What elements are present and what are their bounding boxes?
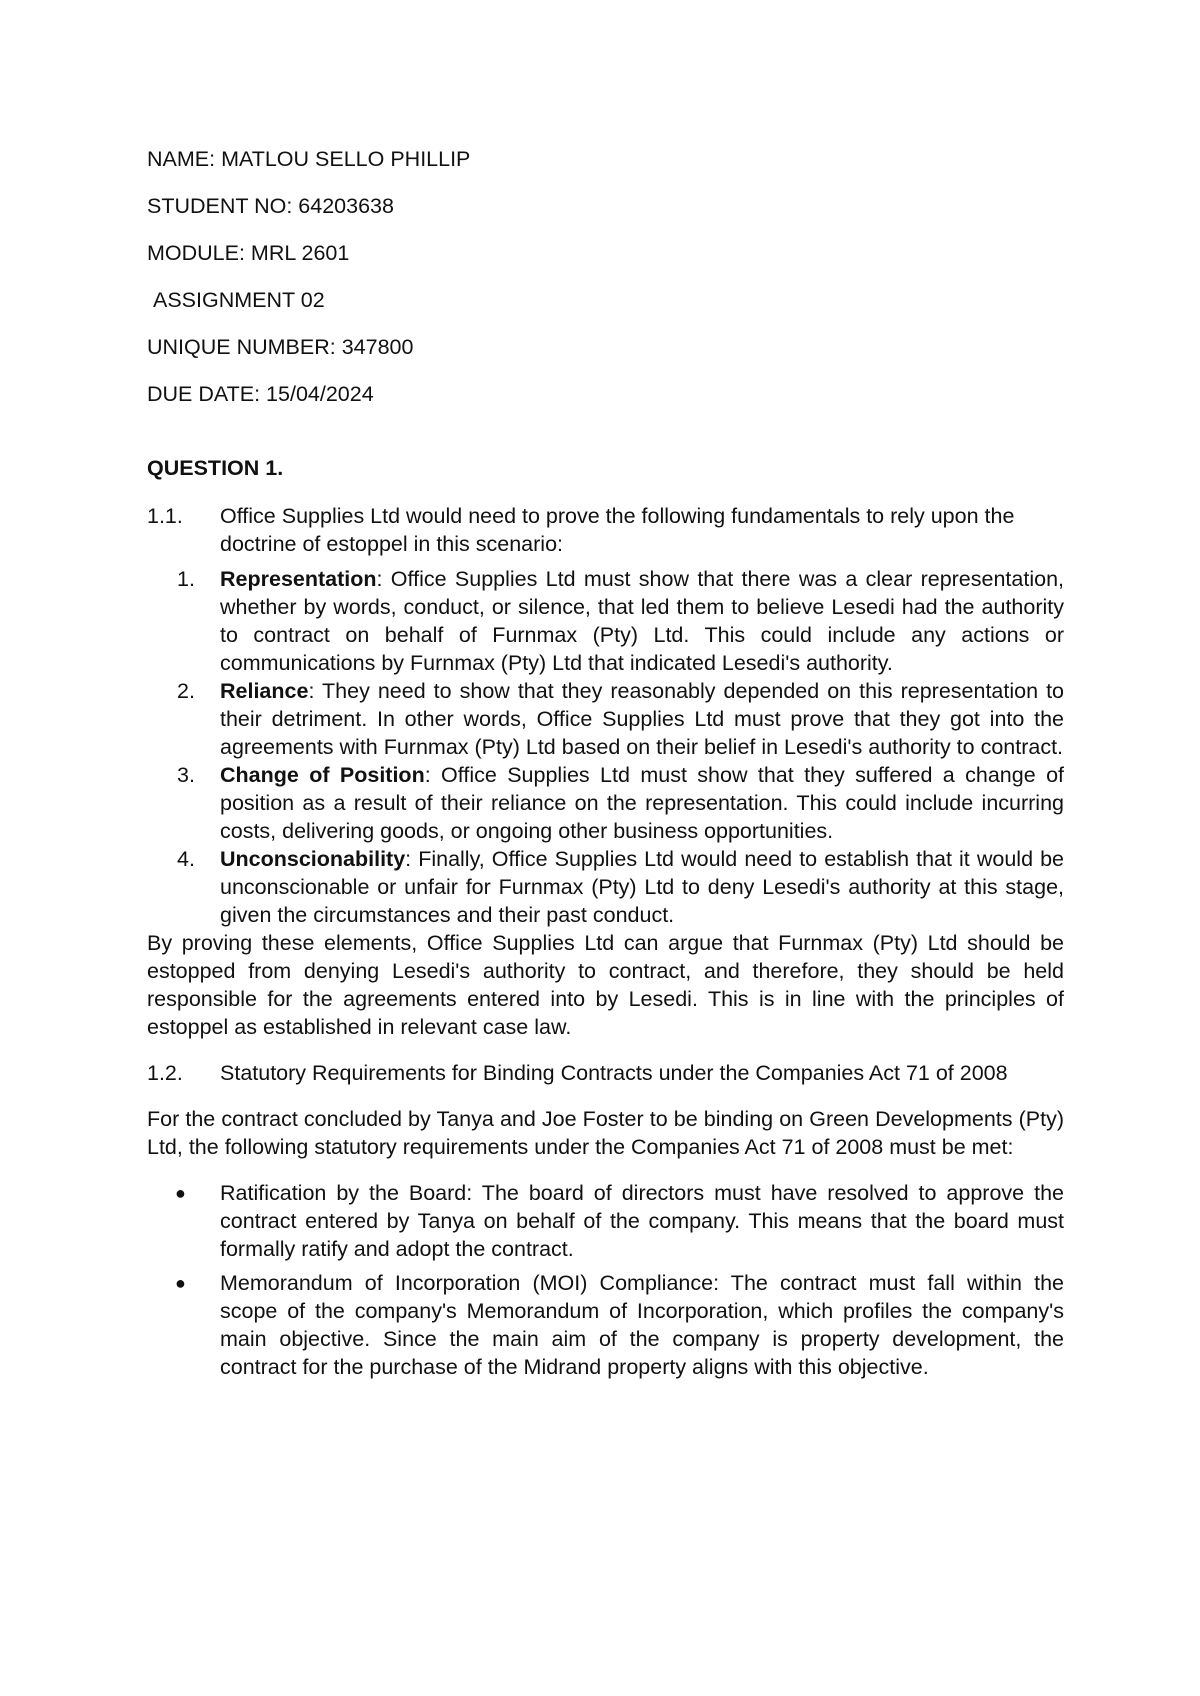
section-title-text: Statutory Requirements for Binding Contracts under the Companies Act 71 of 2008 (220, 1061, 1008, 1085)
section-intro-text: Office Supplies Ltd would need to prove the following fundamentals to rely upon the doctrine of estoppel in this scenario: (220, 504, 1015, 556)
list-item (147, 845, 1064, 929)
unique-number: UNIQUE NUMBER: 347800 (147, 335, 414, 359)
section-1-2-title (147, 1059, 1064, 1087)
due-date: DUE DATE: 15/04/2024 (147, 382, 374, 406)
section-number: 1.2. (147, 1061, 183, 1085)
section-1-1-intro (147, 502, 1064, 558)
list-item (147, 1179, 1064, 1263)
bullet-icon: ● (175, 1273, 186, 1293)
list-marker: 3. (177, 763, 195, 787)
list-item-text: Memorandum of Incorporation (MOI) Compliance: The contract must fall within the scope of the company's Memorandum of Incorporation, which profiles the company's main objective. Since the main aim of the company is property development, the contract for the purchase of the Midrand property aligns with this objective. (220, 1271, 1064, 1379)
section-number: 1.1. (147, 504, 183, 528)
list-marker: 4. (177, 847, 195, 871)
list-marker: 1. (177, 567, 195, 591)
list-marker: 2. (177, 679, 195, 703)
student-name: NAME: MATLOU SELLO PHILLIP (147, 147, 471, 171)
estoppel-elements-list (147, 565, 1064, 929)
list-item-text: : Office Supplies Ltd must show that they suffered a change of position as a result of their reliance on the representation. This could include incurring costs, delivering goods, or ongoing other business opportunities. (220, 763, 1064, 843)
student-number: STUDENT NO: 64203638 (147, 194, 394, 218)
list-item-term: Reliance (220, 679, 309, 703)
section-1-1-conclusion: By proving these elements, Office Supplies Ltd can argue that Furnmax (Pty) Ltd should be estopped from denying Lesedi's authority to contract, and therefore, they should be held responsible for the agreements entered into by Lesedi. This is in line with the principles of estoppel as established in relevant case law. (147, 931, 1064, 1039)
question-heading: QUESTION 1. (147, 456, 284, 480)
list-item-term: Representation (220, 567, 377, 591)
list-item-text: : Finally, Office Supplies Ltd would need to establish that it would be unconscionable or unfair for Furnmax (Pty) Ltd to deny Lesedi's authority at this stage, given the circumstances and their past conduct. (220, 847, 1064, 927)
section-1-2-intro: For the contract concluded by Tanya and Joe Foster to be binding on Green Developments (Pty) Ltd, the following statutory requirements under the Companies Act 71 of 2008 must be met: (147, 1107, 1064, 1159)
list-item-text: Ratification by the Board: The board of directors must have resolved to approve the contract entered by Tanya on behalf of the company. This means that the board must formally ratify and adopt the contract. (220, 1181, 1064, 1261)
list-item (147, 677, 1064, 761)
document-body (147, 145, 1064, 1387)
list-item (147, 761, 1064, 845)
list-item-text: : They need to show that they reasonably depended on this representation to their detriment. In other words, Office Supplies Ltd must prove that they got into the agreements with Furnmax (Pty) Ltd based on their belief in Lesedi's authority to contract. (220, 679, 1064, 759)
list-item-term: Change of Position (220, 763, 425, 787)
module-code: MODULE: MRL 2601 (147, 241, 350, 265)
list-item-term: Unconscionability (220, 847, 406, 871)
bullet-icon: ● (175, 1183, 186, 1203)
assignment-number: ASSIGNMENT 02 (153, 288, 325, 312)
statutory-requirements-list (147, 1179, 1064, 1381)
list-item-text: : Office Supplies Ltd must show that there was a clear representation, whether by words, conduct, or silence, that led them to believe Lesedi had the authority to contract on behalf of Furnmax (Pty) Ltd. This could include any actions or communications by Furnmax (Pty) Ltd that indicated Lesedi's authority. (220, 567, 1064, 675)
list-item (147, 565, 1064, 677)
list-item (147, 1269, 1064, 1381)
